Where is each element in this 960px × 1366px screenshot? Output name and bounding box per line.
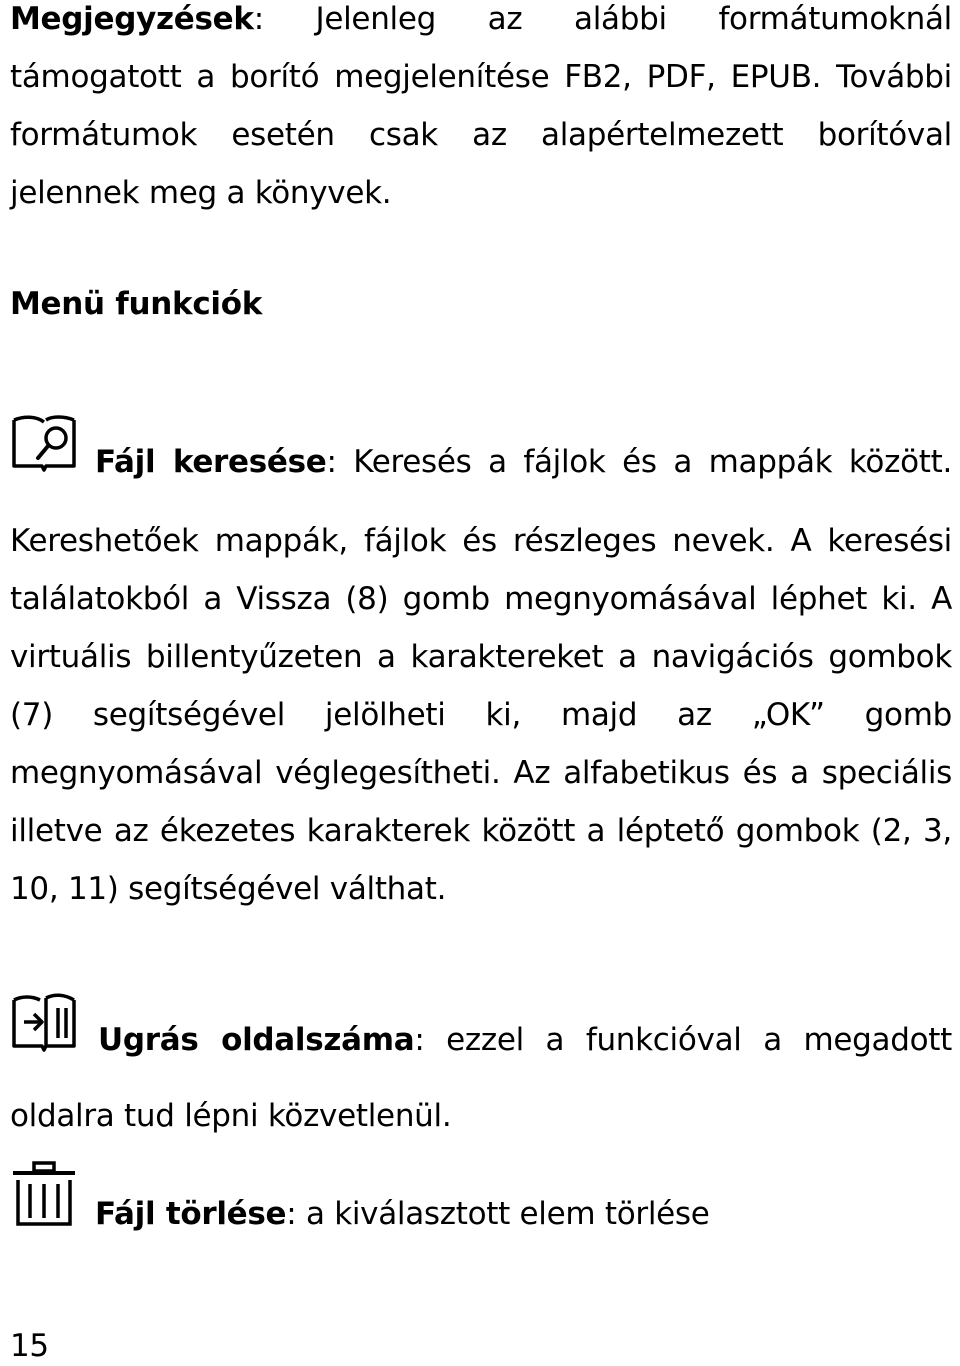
notes-label: Megjegyzések — [10, 1, 254, 37]
file-search-intro — [95, 436, 952, 488]
file-search-body: Kereshetőek mappák, fájlok és részleges nevek. A keresési találatokból a Vissza (8) gomb megnyomásával léphet ki. A virtuális billentyűzeten a karaktereket a navigációs gombok (7) segítségével jelölheti ki, majd az „OK” gomb megnyomásával véglegesítheti. Az alfabetikus és a speciális illetve az ékezetes karakterek között a léptető gombok (2, 3, 10, 11) segítségével válthat. — [10, 523, 952, 907]
notes-paragraph — [10, 0, 952, 222]
delete-file-intro — [95, 1188, 710, 1240]
menu-functions-heading: Menü funkciók — [10, 286, 263, 322]
notes-text: : Jelenleg az alábbi formátumoknál támogatott a borító megjelenítése FB2, PDF, EPUB. További formátumok esetén csak az alapértelmezett borítóval jelennek meg a könyvek. — [10, 1, 952, 211]
go-to-page-intro-text: : ezzel a funkcióval a megadott — [414, 1022, 952, 1058]
trash-icon — [10, 1160, 78, 1228]
file-search-intro-text: : Keresés a fájlok és a mappák között. — [326, 444, 952, 480]
delete-file-intro-text: : a kiválasztott elem törlése — [286, 1196, 710, 1232]
go-to-page-title: Ugrás oldalszáma — [98, 1022, 415, 1058]
book-goto-icon — [10, 992, 78, 1052]
go-to-page-intro — [98, 1014, 952, 1066]
file-search-title: Fájl keresése — [95, 444, 327, 480]
delete-file-title: Fájl törlése — [95, 1196, 287, 1232]
book-search-icon — [10, 414, 78, 474]
go-to-page-body: oldalra tud lépni közvetlenül. — [10, 1098, 452, 1134]
page-number: 15 — [10, 1328, 49, 1364]
